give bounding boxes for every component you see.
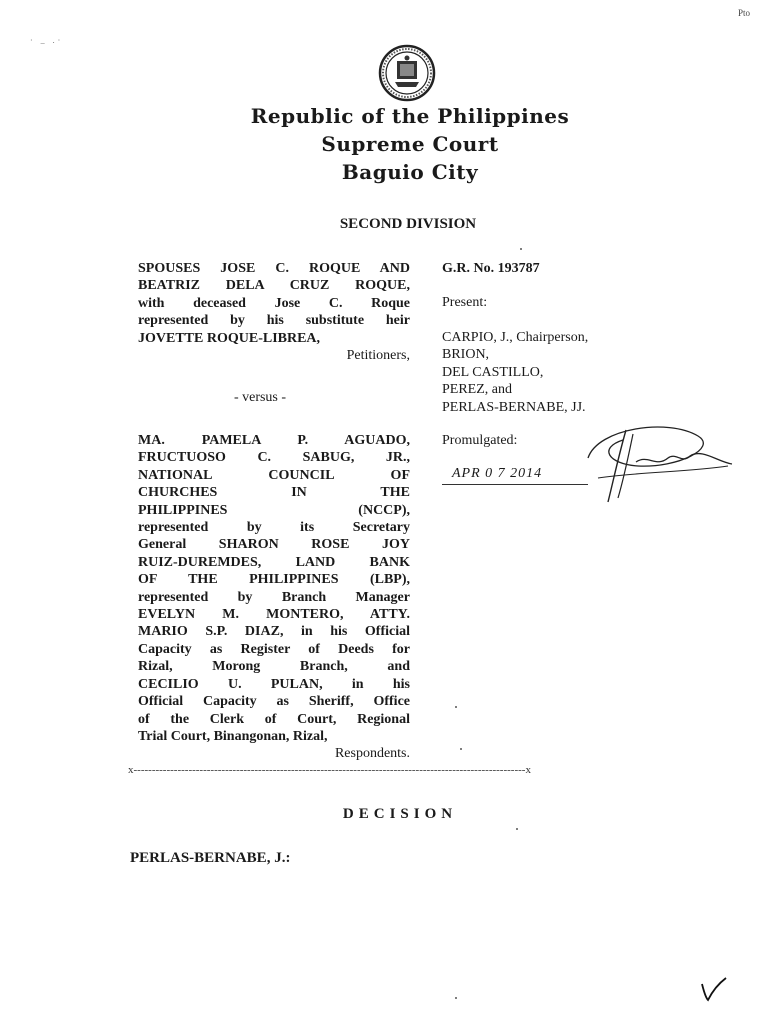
respondent-line: Capacity as Register of Deeds for [138, 641, 410, 657]
page-marker: Pto [738, 8, 751, 18]
respondent-line: CECILIO U. PULAN, in his [138, 676, 410, 692]
respondent-line: Official Capacity as Sheriff, Office [138, 694, 410, 710]
header-republic: Republic of the Philippines [250, 104, 570, 128]
decision-title: DECISION [342, 806, 458, 822]
header-supreme-court: Supreme Court [321, 132, 499, 156]
scan-speck [455, 706, 457, 708]
caption-separator: x-----------------------------------------------------------------------------------------------------------x [128, 764, 531, 776]
petitioner-line: with deceased Jose C. Roque [138, 295, 410, 311]
respondent-line: represented by its Secretary [138, 520, 410, 536]
petitioner-line: JOVETTE ROQUE-LIBREA, [138, 330, 321, 346]
ponente-name: PERLAS-BERNABE, J.: [130, 850, 291, 866]
respondent-line: CHURCHES IN THE [138, 485, 410, 501]
header-city: Baguio City [341, 160, 479, 184]
versus-label: - versus - [233, 390, 287, 405]
respondent-line: General SHARON ROSE JOY [138, 537, 410, 553]
supreme-court-seal-icon [378, 44, 436, 102]
scan-speck [460, 748, 462, 750]
respondent-line: MARIO S.P. DIAZ, in his Official [138, 624, 410, 640]
respondent-line: PHILIPPINES (NCCP), [138, 502, 410, 518]
respondent-line: of the Clerk of Court, Regional [138, 711, 410, 727]
clerk-signature-icon [578, 418, 734, 508]
scan-speck [516, 828, 518, 830]
petitioners-block [138, 260, 410, 364]
respondents-label: Respondents. [334, 746, 410, 762]
respondent-line: MA. PAMELA P. AGUADO, [138, 433, 410, 448]
justice-item: PERLAS-BERNABE, JJ. [442, 399, 586, 415]
justice-item: CARPIO, J., Chairperson, [442, 330, 589, 345]
respondent-line: represented by Branch Manager [138, 589, 410, 605]
present-label: Present: [442, 295, 488, 310]
petitioner-line: SPOUSES JOSE C. ROQUE AND [138, 261, 410, 276]
respondent-line: RUIZ-DUREMDES, LAND BANK [138, 554, 410, 570]
justice-item: DEL CASTILLO, [442, 364, 544, 380]
gr-number: G.R. No. 193787 [442, 261, 540, 276]
respondent-line: Trial Court, Binangonan, Rizal, [138, 728, 328, 744]
respondent-line: NATIONAL COUNCIL OF [138, 467, 410, 483]
respondent-line: FRUCTUOSO C. SABUG, JR., [138, 450, 410, 466]
scan-speck [455, 997, 457, 999]
petitioner-line: BEATRIZ DELA CRUZ ROQUE, [138, 278, 410, 294]
respondent-line: OF THE PHILIPPINES (LBP), [138, 572, 410, 588]
justice-item: PEREZ, and [442, 382, 512, 398]
justice-item: BRION, [442, 347, 490, 363]
scan-specks: · _ .· [30, 36, 64, 45]
promulgated-label: Promulgated: [442, 433, 518, 448]
promulgated-date-stamp: APR 0 7 2014 [452, 466, 543, 481]
promulgated-underline [442, 484, 588, 485]
respondent-line: Rizal, Morong Branch, and [138, 659, 410, 675]
initials-mark-icon [698, 976, 730, 1004]
petitioner-line: represented by his substitute heir [138, 313, 410, 329]
justices-list [442, 329, 588, 416]
division-title: SECOND DIVISION [339, 216, 477, 232]
respondents-block [138, 432, 410, 763]
respondent-line: EVELYN M. MONTERO, ATTY. [138, 607, 410, 623]
petitioners-label: Petitioners, [346, 348, 410, 364]
scan-speck [520, 248, 522, 250]
